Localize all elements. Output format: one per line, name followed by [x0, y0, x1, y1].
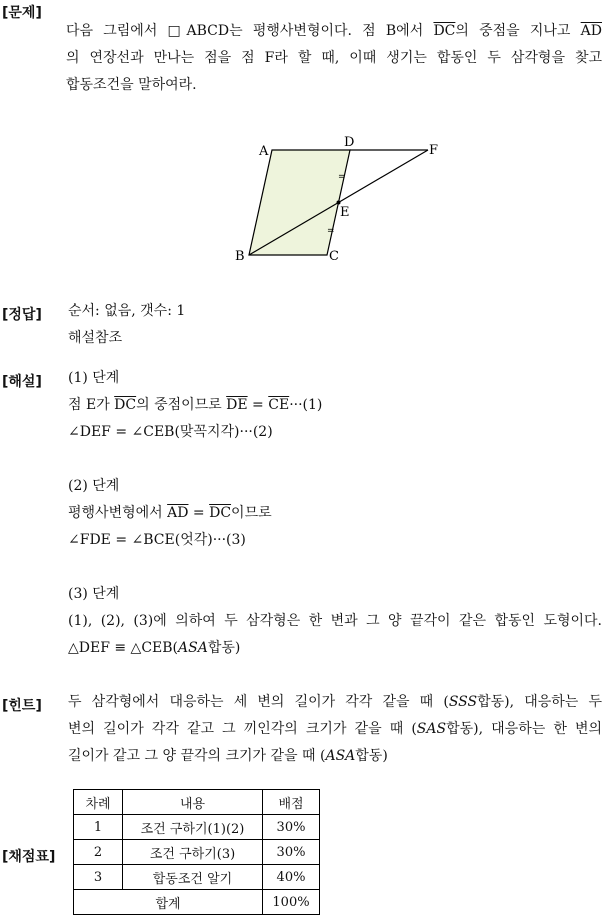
label-D: D — [344, 136, 355, 150]
solution-label: [해설] — [2, 374, 42, 390]
tick-DE: = — [338, 172, 346, 182]
rubric-cell-no: 1 — [74, 815, 123, 840]
label-E: E — [340, 205, 350, 220]
point-E — [337, 201, 341, 205]
rubric-total-label: 합계 — [74, 890, 263, 915]
label-F: F — [429, 143, 439, 158]
problem-line-1: 다음 그림에서 □ABCD는 평행사변형이다. 점 B에서 $\overline{DC}$의 중점을 지나고 $\overline{AD}$ — [66, 23, 602, 39]
parallelogram-fill — [249, 150, 350, 255]
rubric-header-no: 차례 — [74, 790, 123, 815]
rubric-cell-no: 2 — [74, 840, 123, 865]
step1-line-2: ∠DEF = ∠CEB(맞꼭지각)···(2) — [68, 424, 273, 440]
rubric-label: [채점표] — [2, 849, 56, 865]
tick-EC: = — [327, 226, 335, 236]
rubric-cell-score: 40% — [263, 865, 320, 890]
step3-line-1: (1), (2), (3)에 의하여 두 삼각형은 한 변과 그 양 끝각이 같은 합동인 도형이다. — [68, 613, 602, 629]
answer-line-1: 순서: 없음, 갯수: 1 — [68, 303, 186, 319]
rubric-cell-no: 3 — [74, 865, 123, 890]
step1-title: (1) 단계 — [68, 370, 120, 386]
label-A: A — [259, 144, 269, 159]
rubric-header-content: 내용 — [123, 790, 263, 815]
step2-line-2: ∠FDE = ∠BCE(엇각)···(3) — [68, 532, 246, 548]
rubric-header-score: 배점 — [263, 790, 320, 815]
rubric-cell-content: 조건 구하기(1)(2) — [123, 815, 263, 840]
rubric-cell-content: 합동조건 알기 — [123, 865, 263, 890]
problem-label: [문제] — [2, 5, 42, 21]
table-row — [74, 815, 320, 840]
step3-title: (3) 단계 — [68, 586, 120, 602]
rubric-total-row — [74, 890, 320, 915]
table-row — [74, 865, 320, 890]
label-B: B — [235, 249, 245, 264]
parallelogram-figure — [230, 136, 450, 266]
step2-line-1: 평행사변형에서 $\overline{AD} = \overline{DC}$이므로 — [68, 505, 272, 521]
rubric-cell-score: 30% — [263, 815, 320, 840]
rubric-header-row — [74, 790, 320, 815]
answer-line-2: 해설참조 — [68, 330, 123, 346]
problem-text — [66, 18, 602, 99]
hint-line-1: 두 삼각형에서 대응하는 세 변의 길이가 각각 같을 때 (SSS합동), 대응하는 두 — [68, 694, 602, 710]
table-row — [74, 840, 320, 865]
solution-text — [68, 365, 604, 662]
answer-text — [68, 298, 604, 352]
label-C: C — [329, 249, 339, 264]
problem-line-2: 의 연장선과 만나는 점을 점 F라 할 때, 이때 생기는 합동인 두 삼각형을 찾고 — [66, 50, 602, 66]
rubric-table — [73, 789, 320, 915]
step2-title: (2) 단계 — [68, 478, 120, 494]
rubric-total-score: 100% — [263, 890, 320, 915]
step1-line-1: 점 E가 $\overline{DC}$의 중점이므로 $\overline{DE} = \overline{CE}\cdot\cdot\cdot(1)$ — [68, 397, 323, 413]
hint-text — [68, 689, 602, 770]
problem-line-3: 합동조건을 말하여라. — [66, 77, 197, 93]
rubric-cell-content: 조건 구하기(3) — [123, 840, 263, 865]
answer-label: [정답] — [2, 307, 42, 323]
rubric-cell-score: 30% — [263, 840, 320, 865]
step3-line-2: △DEF ≡ △CEB(ASA합동) — [68, 640, 241, 656]
hint-label: [힌트] — [2, 698, 42, 714]
hint-line-3: 길이가 같고 그 양 끝각의 크기가 같을 때 (ASA합동) — [68, 748, 388, 764]
hint-line-2: 변의 길이가 각각 같고 그 끼인각의 크기가 같을 때 (SAS합동), 대응하는 한 변의 — [68, 721, 603, 737]
